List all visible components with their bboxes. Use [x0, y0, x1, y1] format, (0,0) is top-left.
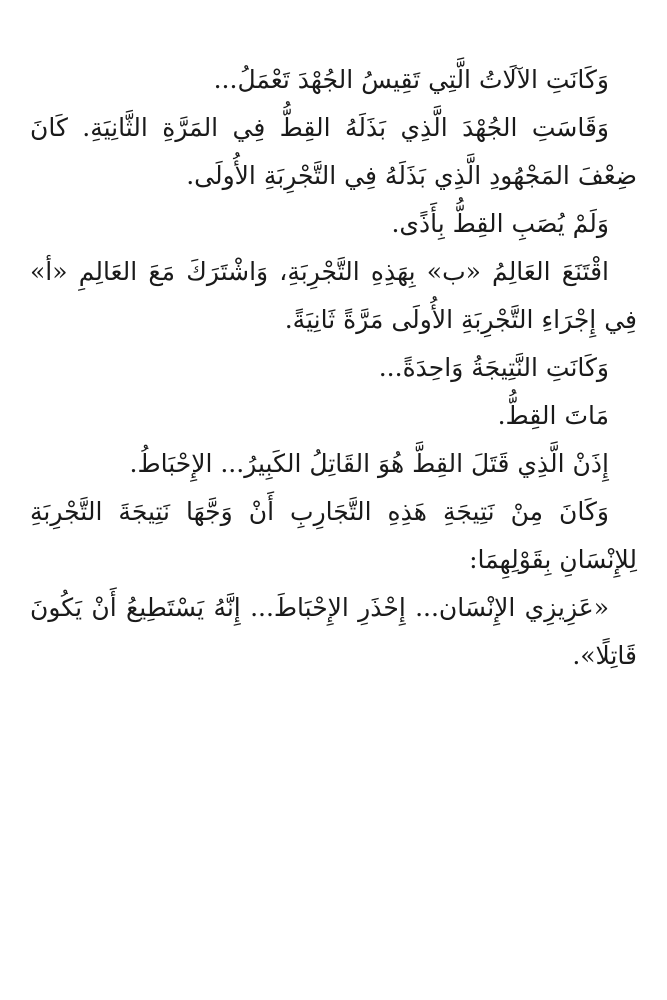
paragraph-1: وَكَانَتِ الآلَاتُ الَّتِي تَقِيسُ الجُهْدَ تَعْمَلُ... — [213, 65, 609, 94]
paragraph-7: إِذَنْ الَّذِي قَتَلَ القِطَّ هُوَ القَاتِلُ الكَبِيرُ... الإِحْبَاطُ. — [129, 449, 609, 478]
paragraph-6: مَاتَ القِطُّ. — [497, 401, 609, 430]
paragraph-4: اقْتَنَعَ العَالِمُ «ب» بِهَذِهِ التَّجْرِبَةِ، وَاشْتَرَكَ مَعَ العَالِمِ «أ» فِي إِجْرَاءِ التَّجْرِبَةِ الأُولَى مَرَّةً ثَانِيَةً. — [30, 257, 637, 334]
paragraph-8: وَكَانَ مِنْ نَتِيجَةِ هَذِهِ التَّجَارِبِ أَنْ وَجَّهَا نَتِيجَةَ التَّجْرِبَةِ لِلإِنْسَانِ بِقَوْلِهِمَا: — [30, 497, 637, 574]
document-page — [30, 56, 637, 680]
paragraph-5: وَكَانَتِ النَّتِيجَةُ وَاحِدَةً... — [378, 353, 609, 382]
paragraph-2: وَقَاسَتِ الجُهْدَ الَّذِي بَذَلَهُ القِطُّ فِي المَرَّةِ الثَّانِيَةِ. كَانَ ضِعْفَ المَجْهُودِ الَّذِي بَذَلَهُ فِي التَّجْرِبَةِ الأُولَى. — [30, 113, 637, 190]
paragraph-9: «عَزِيزِي الإِنْسَان... إِحْذَرِ الإِحْبَاطَ... إِنَّهُ يَسْتَطِيعُ أَنْ يَكُونَ قَاتِلًا». — [30, 593, 637, 670]
paragraph-3: وَلَمْ يُصَبِ القِطُّ بِأَذًى. — [391, 209, 609, 238]
